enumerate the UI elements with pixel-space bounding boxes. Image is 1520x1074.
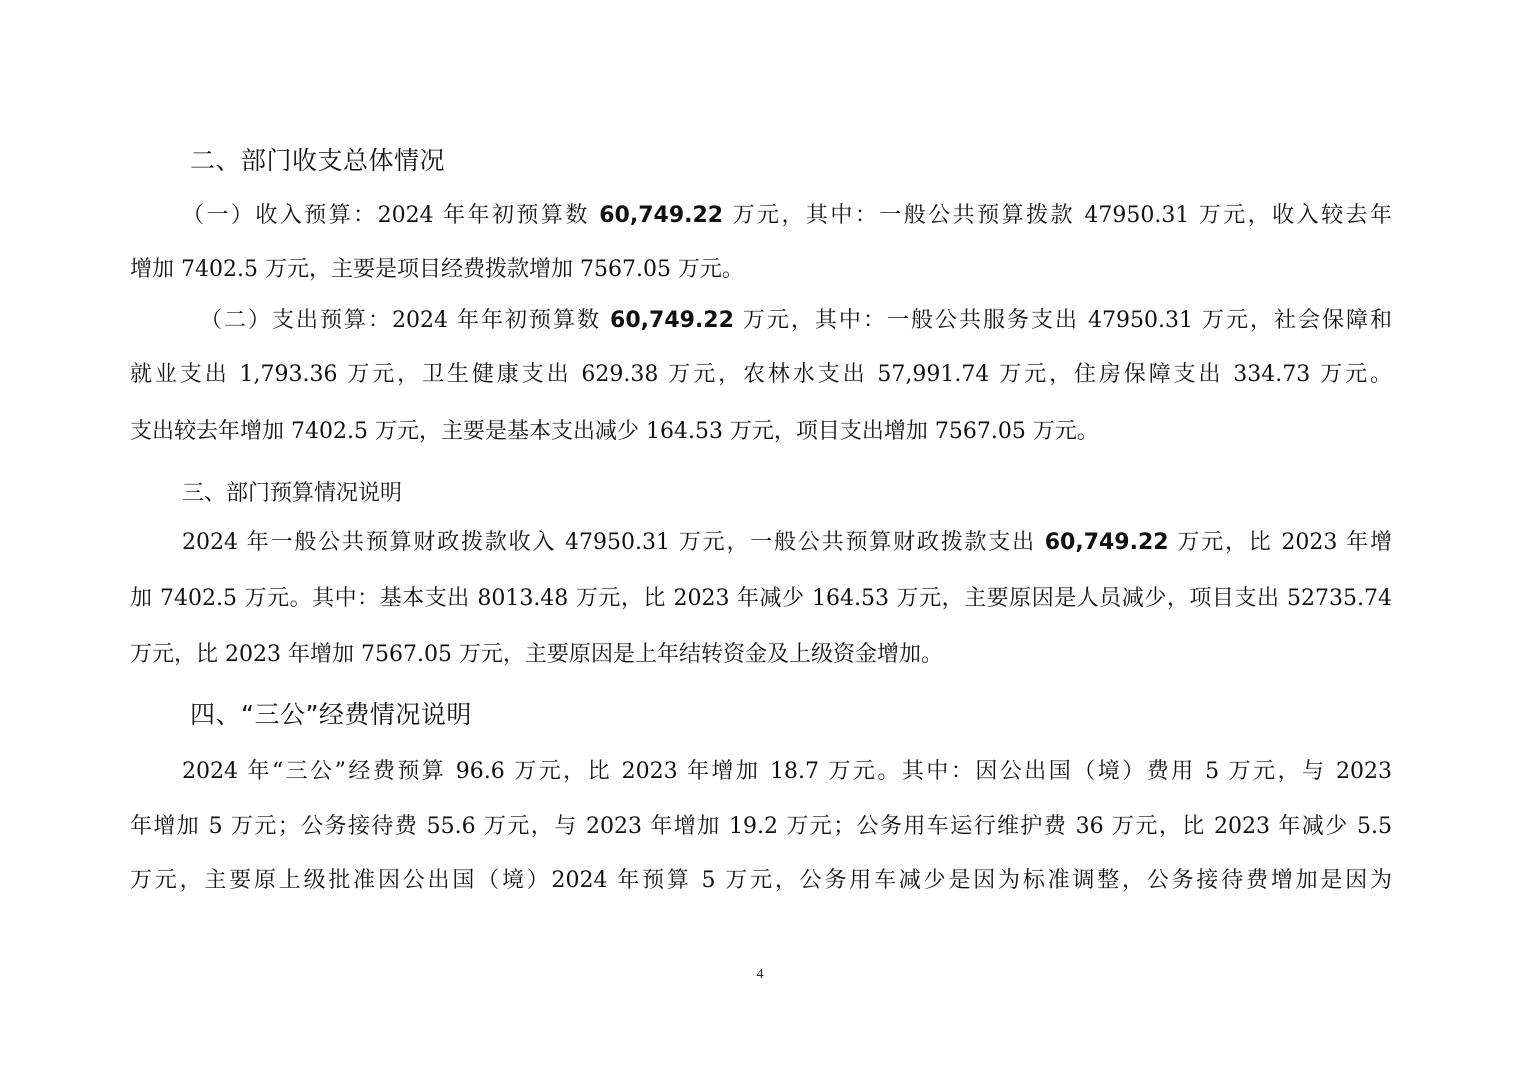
section-heading-2: 二、部门收支总体情况: [190, 146, 446, 175]
paragraph-line: 万元，比 2023 年增加 7567.05 万元，主要原因是上年结转资金及上级资金增加。: [130, 642, 943, 667]
text-run: 万元，其中：一般公共预算拨款 47950.31 万元，收入较去年: [723, 203, 1392, 228]
paragraph-line: 2024 年“三公”经费预算 96.6 万元，比 2023 年增加 18.7 万元。其中：因公出国（境）费用 5 万元，与 2023: [182, 759, 1392, 784]
text-run: （二）支出预算：2024 年年初预算数: [200, 308, 611, 333]
paragraph-line: 增加 7402.5 万元，主要是项目经费拨款增加 7567.05 万元。: [130, 257, 744, 282]
text-run: 万元，其中：一般公共服务支出 47950.31 万元，社会保障和: [733, 308, 1392, 333]
bold-amount: 60,749.22: [1044, 530, 1169, 555]
bold-amount: 60,749.22: [599, 203, 724, 228]
bold-amount: 60,749.22: [610, 308, 734, 333]
paragraph-line: [182, 528, 1392, 558]
text-run: 万元，比 2023 年增: [1168, 530, 1393, 555]
text-run: （一）收入预算：2024 年年初预算数: [182, 203, 600, 228]
page-number: 4: [756, 967, 764, 982]
paragraph-line: 支出较去年增加 7402.5 万元，主要是基本支出减少 164.53 万元，项目支出增加 7567.05 万元。: [130, 419, 1099, 444]
paragraph-line: [200, 306, 1392, 336]
paragraph-line: 加 7402.5 万元。其中：基本支出 8013.48 万元，比 2023 年减少 164.53 万元，主要原因是人员减少，项目支出 52735.74: [130, 586, 1392, 611]
section-heading-3: 三、部门预算情况说明: [182, 481, 403, 506]
paragraph-line: 就业支出 1,793.36 万元，卫生健康支出 629.38 万元，农林水支出 57,991.74 万元，住房保障支出 334.73 万元。: [130, 362, 1392, 387]
paragraph-line: 年增加 5 万元；公务接待费 55.6 万元，与 2023 年增加 19.2 万元；公务用车运行维护费 36 万元，比 2023 年减少 5.5: [130, 814, 1392, 839]
paragraph-line: 万元，主要原上级批准因公出国（境）2024 年预算 5 万元，公务用车减少是因为标准调整，公务接待费增加是因为: [130, 868, 1392, 893]
section-heading-4: 四、“三公”经费情况说明: [190, 700, 472, 729]
text-run: 2024 年一般公共预算财政拨款收入 47950.31 万元，一般公共预算财政拨款支出: [182, 530, 1045, 555]
paragraph-line: [182, 201, 1392, 231]
